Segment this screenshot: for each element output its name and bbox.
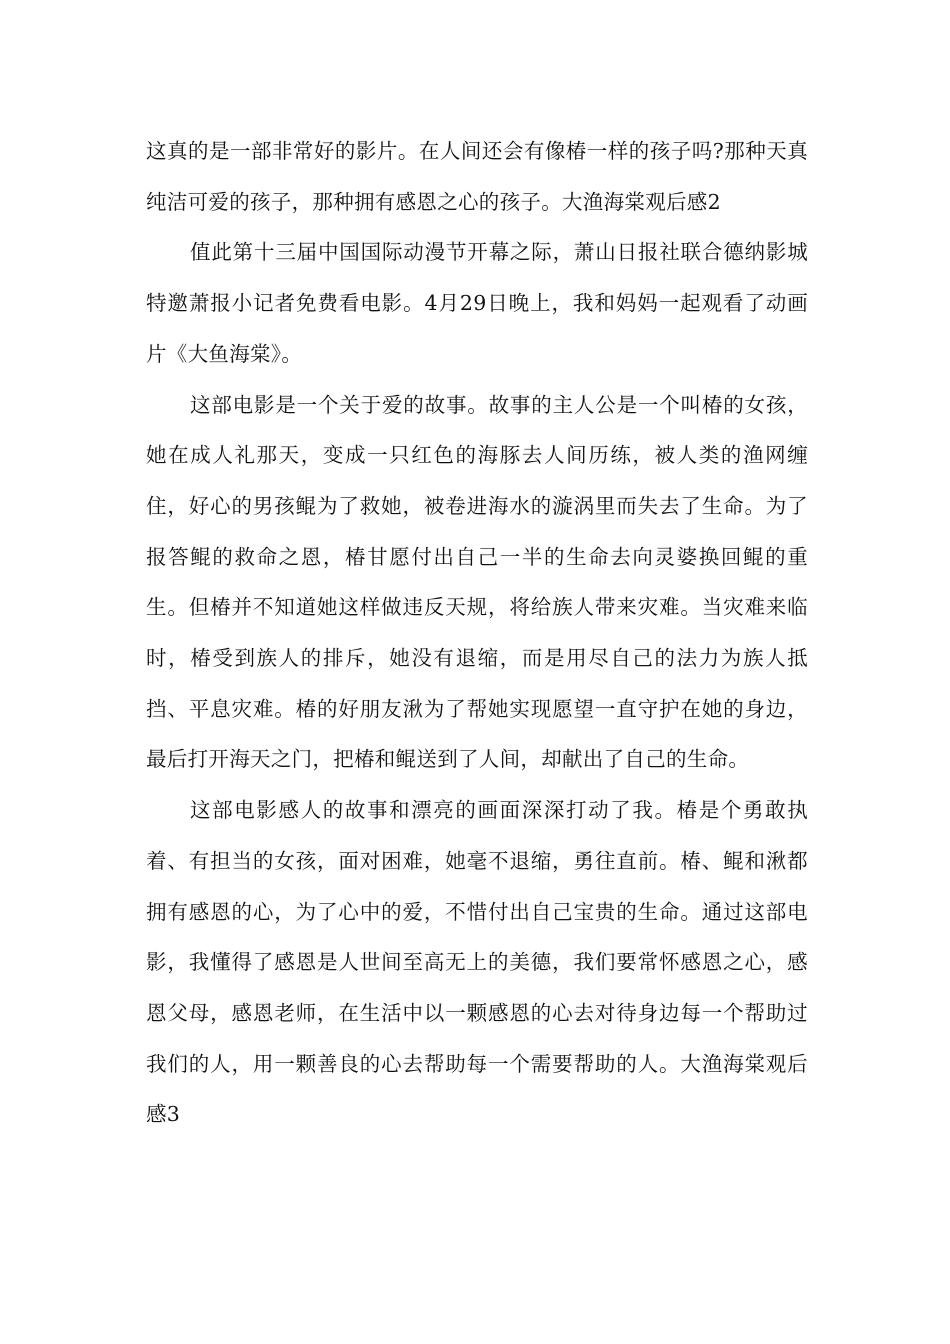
paragraph-1: 这真的是一部非常好的影片。在人间还会有像椿一样的孩子吗?那种天真纯洁可爱的孩子，那种拥有感恩之心的孩子。大渔海棠观后感2 bbox=[146, 139, 808, 214]
paragraph-3: 这部电影是一个关于爱的故事。故事的主人公是一个叫椿的女孩，她在成人礼那天，变成一只红色的海豚去人间历练，被人类的渔网缠住，好心的男孩鲲为了救她，被卷进海水的漩涡里而失去了生命。为了报答鲲的救命之恩，椿甘愿付出自己一半的生命去向灵婆换回鲲的重生。但椿并不知道她这样做违反天规，将给族人带来灾难。当灾难来临时，椿受到族人的排斥，她没有退缩，而是用尽自己的法力为族人抵挡、平息灾难。椿的好朋友湫为了帮她实现愿望一直守护在她的身边，最后打开海天之门，把椿和鲲送到了人间，却献出了自己的生命。 bbox=[146, 392, 808, 772]
document-page bbox=[146, 126, 808, 1140]
paragraph-2: 值此第十三届中国国际动漫节开幕之际，萧山日报社联合德纳影城特邀萧报小记者免费看电影。4月29日晚上，我和妈妈一起观看了动画片《大鱼海棠》。 bbox=[146, 240, 808, 366]
paragraph-4: 这部电影感人的故事和漂亮的画面深深打动了我。椿是个勇敢执着、有担当的女孩，面对困难，她毫不退缩，勇往直前。椿、鲲和湫都拥有感恩的心，为了心中的爱，不惜付出自己宝贵的生命。通过这部电影，我懂得了感恩是人世间至高无上的美德，我们要常怀感恩之心，感恩父母，感恩老师，在生活中以一颗感恩的心去对待身边每一个帮助过我们的人，用一颗善良的心去帮助每一个需要帮助的人。大渔海棠观后感3 bbox=[146, 798, 808, 1127]
